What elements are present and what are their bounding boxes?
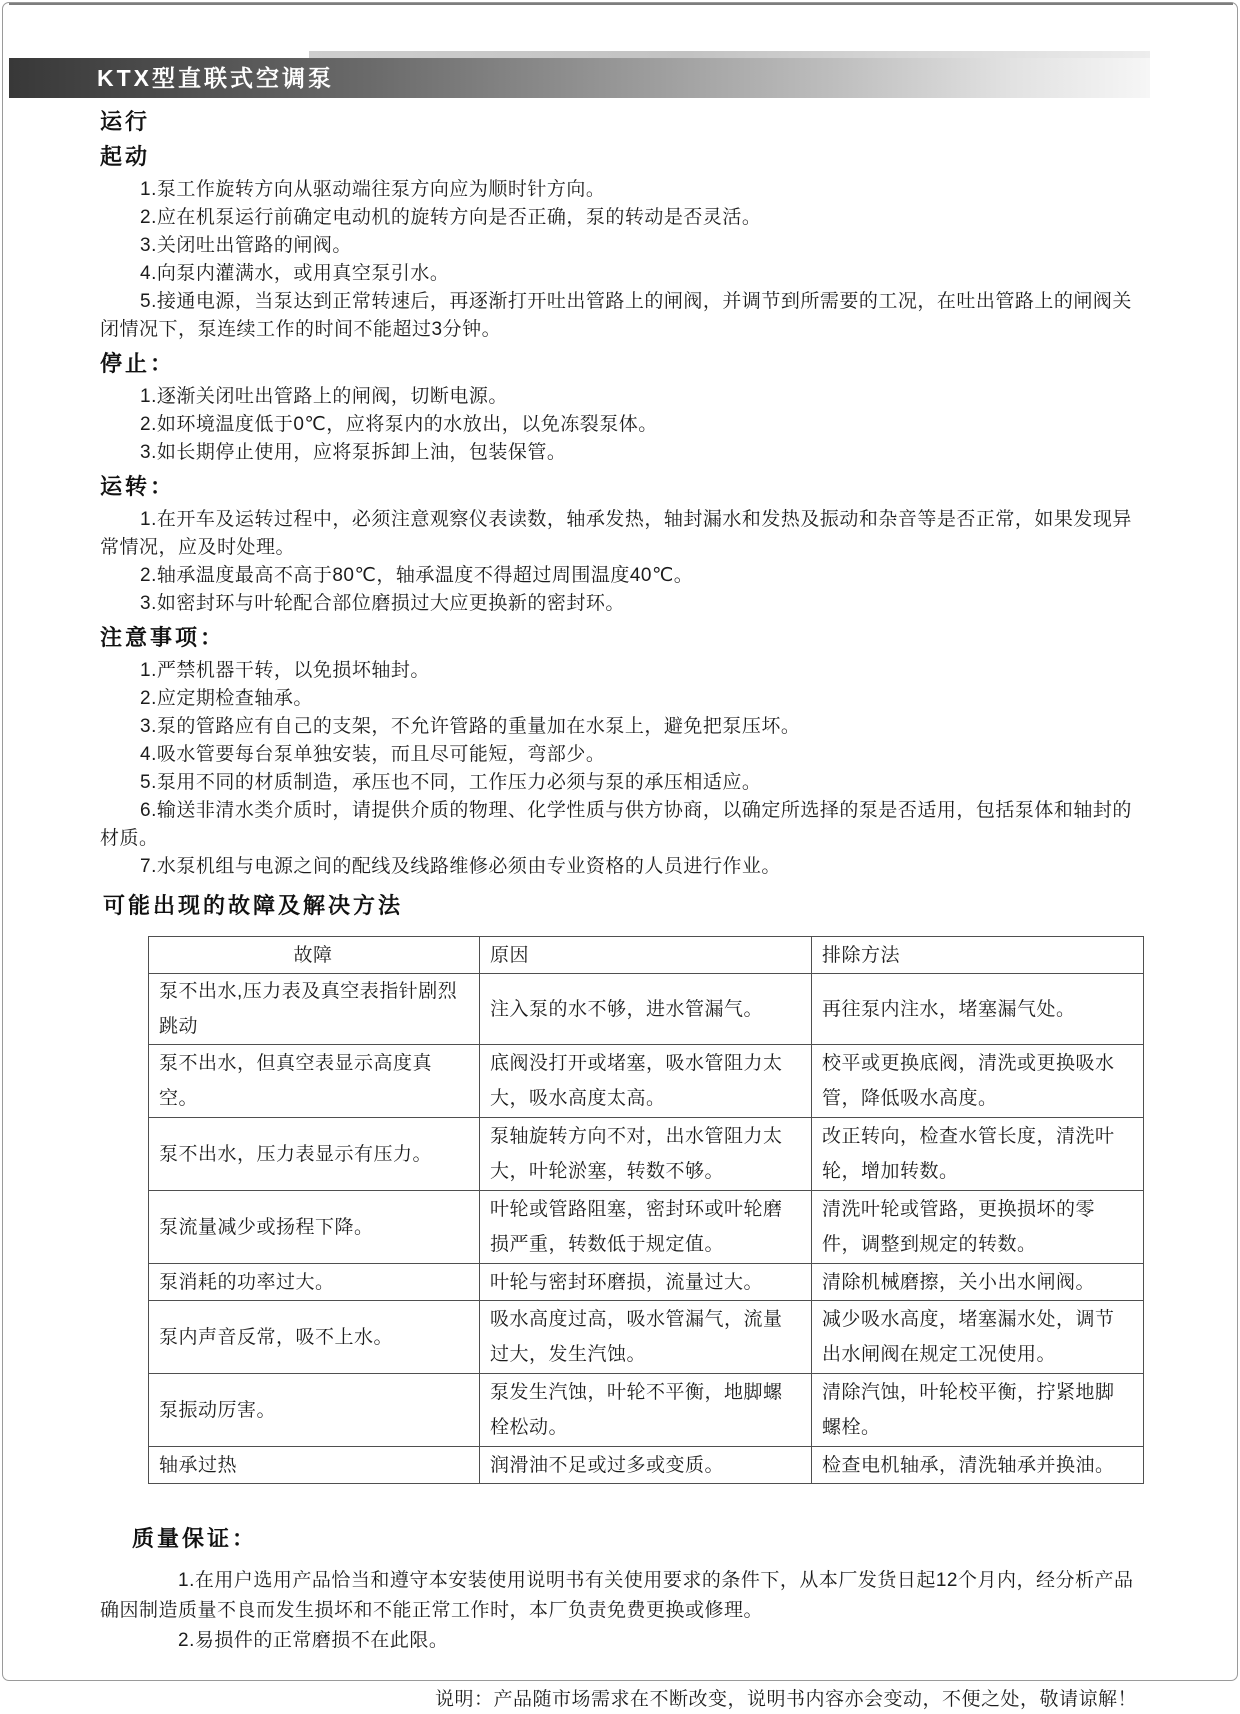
section-item: 1.泵工作旋转方向从驱动端往泵方向应为顺时针方向。 bbox=[140, 179, 606, 200]
section-heading: 运行 bbox=[100, 109, 151, 134]
sections bbox=[100, 107, 1143, 881]
section-heading: 注意事项： bbox=[100, 625, 226, 650]
quality-item: 1.在用户选用产品恰当和遵守本安装使用说明书有关使用要求的条件下，从本厂发货日起12个月内，经分析产品确因制造质量不良而发生损坏和不能正常工作时，本厂负责免费更换或修理。 bbox=[100, 1570, 1134, 1621]
fault-cell-fault: 泵流量减少或扬程下降。 bbox=[149, 1191, 480, 1264]
section-item: 5.泵用不同的材质制造，承压也不同，工作压力必须与泵的承压相适应。 bbox=[140, 772, 762, 793]
fault-cell-remedy: 再往泵内注水，堵塞漏气处。 bbox=[812, 974, 1144, 1045]
section-item: 1.逐渐关闭吐出管路上的闸阀，切断电源。 bbox=[140, 386, 508, 407]
fault-cell-cause: 泵发生汽蚀，叶轮不平衡，地脚螺栓松动。 bbox=[480, 1374, 812, 1447]
fault-cell-cause: 叶轮与密封环磨损，流量过大。 bbox=[480, 1264, 812, 1301]
fault-table-row bbox=[149, 1045, 1144, 1118]
fault-cell-fault: 泵内声音反常，吸不上水。 bbox=[149, 1301, 480, 1374]
fault-cell-fault: 泵消耗的功率过大。 bbox=[149, 1264, 480, 1301]
section-item: 6.输送非清水类介质时，请提供介质的物理、化学性质与供方协商，以确定所选择的泵是否适用，包括泵体和轴封的材质。 bbox=[100, 800, 1132, 849]
section-item: 3.如长期停止使用，应将泵拆卸上油，包装保管。 bbox=[140, 442, 567, 463]
fault-cell-cause: 叶轮或管路阻塞，密封环或叶轮磨损严重，转数低于规定值。 bbox=[480, 1191, 812, 1264]
fault-cell-remedy: 改正转向，检查水管长度，清洗叶轮，增加转数。 bbox=[812, 1118, 1144, 1191]
section-item: 3.关闭吐出管路的闸阀。 bbox=[140, 235, 352, 256]
section-heading: 运转： bbox=[100, 474, 176, 499]
section-item: 2.应定期检查轴承。 bbox=[140, 688, 313, 709]
fault-cell-fault: 泵不出水，压力表显示有压力。 bbox=[149, 1118, 480, 1191]
section-item: 3.如密封环与叶轮配合部位磨损过大应更换新的密封环。 bbox=[140, 593, 625, 614]
fault-table-row bbox=[149, 1191, 1144, 1264]
fault-cell-remedy: 清除汽蚀，叶轮校平衡，拧紧地脚螺栓。 bbox=[812, 1374, 1144, 1447]
section-item: 5.接通电源，当泵达到正常转速后，再逐渐打开吐出管路上的闸阀，并调节到所需要的工况，在吐出管路上的闸阀关闭情况下，泵连续工作的时间不能超过3分钟。 bbox=[100, 291, 1132, 340]
section-item: 7.水泵机组与电源之间的配线及线路维修必须由专业资格的人员进行作业。 bbox=[140, 856, 781, 877]
fault-cell-cause: 注入泵的水不够，进水管漏气。 bbox=[480, 974, 812, 1045]
section-item: 1.严禁机器干转，以免损坏轴封。 bbox=[140, 660, 430, 681]
page-title: KTX型直联式空调泵 bbox=[97, 65, 334, 91]
fault-table-header-row bbox=[149, 937, 1144, 974]
section-heading: 起动 bbox=[100, 144, 151, 169]
section-item: 4.向泵内灌满水，或用真空泵引水。 bbox=[140, 263, 450, 284]
fault-cell-fault: 泵不出水，但真空表显示高度真空。 bbox=[149, 1045, 480, 1118]
fault-cell-remedy: 减少吸水高度，堵塞漏水处，调节出水闸阀在规定工况使用。 bbox=[812, 1301, 1144, 1374]
footer-note: 说明：产品随市场需求在不断改变，说明书内容亦会变动，不便之处，敬请谅解！ bbox=[435, 1689, 1138, 1710]
header-bar bbox=[9, 58, 1150, 98]
quality-section-heading: 质量保证： bbox=[132, 1526, 258, 1551]
fault-cell-cause: 泵轴旋转方向不对，出水管阻力太大，叶轮淤塞，转数不够。 bbox=[480, 1118, 812, 1191]
fault-cell-cause: 润滑油不足或过多或变质。 bbox=[480, 1447, 812, 1484]
fault-cell-fault: 泵不出水,压力表及真空表指针剧烈跳动 bbox=[149, 974, 480, 1045]
section-heading: 停止： bbox=[100, 351, 176, 376]
manual-content bbox=[100, 102, 1143, 1714]
fault-cell-cause: 底阀没打开或堵塞，吸水管阻力太大，吸水高度太高。 bbox=[480, 1045, 812, 1118]
column-header-remedy: 排除方法 bbox=[812, 937, 1144, 974]
fault-table-row bbox=[149, 1118, 1144, 1191]
fault-table-row bbox=[149, 1374, 1144, 1447]
fault-table-row bbox=[149, 1264, 1144, 1301]
fault-cell-remedy: 清除机械磨擦，关小出水闸阀。 bbox=[812, 1264, 1144, 1301]
fault-cell-fault: 轴承过热 bbox=[149, 1447, 480, 1484]
section-item: 2.应在机泵运行前确定电动机的旋转方向是否正确，泵的转动是否灵活。 bbox=[140, 207, 762, 228]
fault-cell-remedy: 检查电机轴承，清洗轴承并换油。 bbox=[812, 1447, 1144, 1484]
quality-item: 2.易损件的正常磨损不在此限。 bbox=[178, 1630, 449, 1651]
fault-cell-remedy: 清洗叶轮或管路，更换损坏的零件，调整到规定的转数。 bbox=[812, 1191, 1144, 1264]
column-header-cause: 原因 bbox=[480, 937, 812, 974]
section-item: 1.在开车及运转过程中，必须注意观察仪表读数，轴承发热，轴封漏水和发热及振动和杂音等是否正常，如果发现异常情况，应及时处理。 bbox=[100, 509, 1132, 558]
section-item: 3.泵的管路应有自己的支架，不允许管路的重量加在水泵上，避免把泵压坏。 bbox=[140, 716, 801, 737]
fault-table-row bbox=[149, 1301, 1144, 1374]
fault-cell-remedy: 校平或更换底阀，清洗或更换吸水管，降低吸水高度。 bbox=[812, 1045, 1144, 1118]
fault-cell-fault: 泵振动厉害。 bbox=[149, 1374, 480, 1447]
fault-cell-cause: 吸水高度过高，吸水管漏气，流量过大，发生汽蚀。 bbox=[480, 1301, 812, 1374]
column-header-fault: 故障 bbox=[149, 937, 480, 974]
fault-table bbox=[148, 936, 1144, 1484]
section-item: 2.轴承温度最高不高于80℃，轴承温度不得超过周围温度40℃。 bbox=[140, 565, 694, 586]
fault-table-row bbox=[149, 974, 1144, 1045]
section-item: 4.吸水管要每台泵单独安装，而且尽可能短，弯部少。 bbox=[140, 744, 606, 765]
fault-table-row bbox=[149, 1447, 1144, 1484]
fault-section-heading: 可能出现的故障及解决方法 bbox=[103, 893, 404, 918]
section-item: 2.如环境温度低于0℃，应将泵内的水放出，以免冻裂泵体。 bbox=[140, 414, 658, 435]
quality-items bbox=[100, 1566, 1143, 1656]
